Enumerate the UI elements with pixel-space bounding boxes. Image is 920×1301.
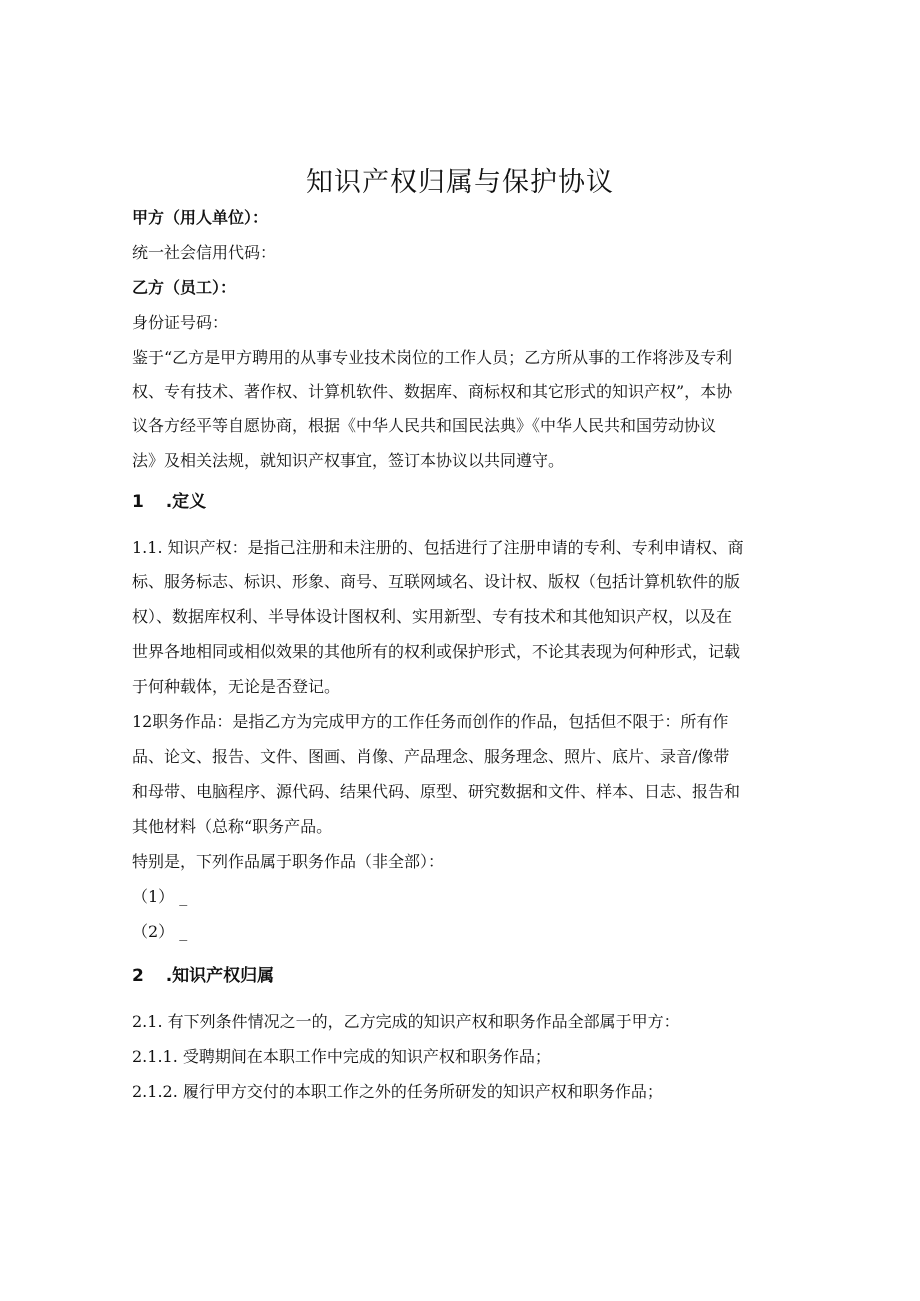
id-number-label: 身份证号码：	[132, 313, 229, 332]
section-2-number: 2	[132, 966, 144, 986]
section-1-title: .定义	[165, 492, 207, 512]
clause-2-1: 2.1. 有下列条件情况之一的，乙方完成的知识产权和职务作品全部属于甲方：	[132, 1012, 680, 1031]
clause-1-2-line: 12职务作品：是指乙方为完成甲方的工作任务而创作的作品，包括但不限于：所有作	[132, 712, 729, 731]
credit-code-label: 统一社会信用代码：	[132, 243, 277, 262]
clause-1-2-line: 其他材料（总称“职务产品。	[132, 817, 333, 836]
clause-1-1-line: 权）、数据库权利、半导体设计图权利、实用新型、专有技术和其他知识产权，以及在	[132, 607, 733, 626]
party-b-label: 乙方（员工）：	[132, 278, 237, 297]
section-1-number: 1	[132, 492, 144, 512]
list-item: （2） _	[132, 922, 188, 941]
document-title: 知识产权归属与保护协议	[306, 167, 614, 198]
clause-2-1-1: 2.1.1. 受聘期间在本职工作中完成的知识产权和职务作品；	[132, 1047, 551, 1066]
clause-1-1-line: 标、服务标志、标识、形象、商号、互联网域名、设计权、版权（包括计算机软件的版	[132, 572, 741, 591]
section-2-heading	[132, 966, 274, 986]
section-2-title: .知识产权归属	[165, 966, 275, 986]
clause-1-1-line: 于何种载体，无论是否登记。	[132, 677, 341, 696]
clause-1-2-line: 和母带、电脑程序、源代码、结果代码、原型、研究数据和文件、样本、日志、报告和	[132, 782, 741, 801]
preamble-line: 权、专有技术、著作权、计算机软件、数据库、商标权和其它形式的知识产权”，本协	[132, 382, 733, 401]
party-a-label: 甲方（用人单位）：	[132, 208, 269, 227]
preamble-line: 法》及相关法规，就知识产权事宜，签订本协议以共同遵守。	[132, 451, 565, 470]
clause-1-1-line: 世界各地相同或相似效果的其他所有的权利或保护形式，不论其表现为何种形式，记载	[132, 642, 741, 661]
clause-1-1-line: 1.1. 知识产权：是指己注册和未注册的、包括进行了注册申请的专利、专利申请权、商	[132, 538, 744, 557]
clause-2-1-2: 2.1.2. 履行甲方交付的本职工作之外的任务所研发的知识产权和职务作品；	[132, 1082, 663, 1101]
list-item: （1） _	[132, 887, 188, 906]
preamble-line: 鉴于“乙方是甲方聘用的从事专业技术岗位的工作人员；乙方所从事的工作将涉及专利	[132, 348, 733, 367]
preamble-line: 议各方经平等自愿协商，根据《中华人民共和国民法典》《中华人民共和国劳动协议	[132, 416, 717, 435]
clause-1-2-line: 品、论文、报告、文件、图画、肖像、产品理念、服务理念、照片、底片、录音/像带	[132, 747, 730, 766]
special-note: 特别是，下列作品属于职务作品（非全部）：	[132, 852, 445, 871]
section-1-heading	[132, 492, 206, 512]
